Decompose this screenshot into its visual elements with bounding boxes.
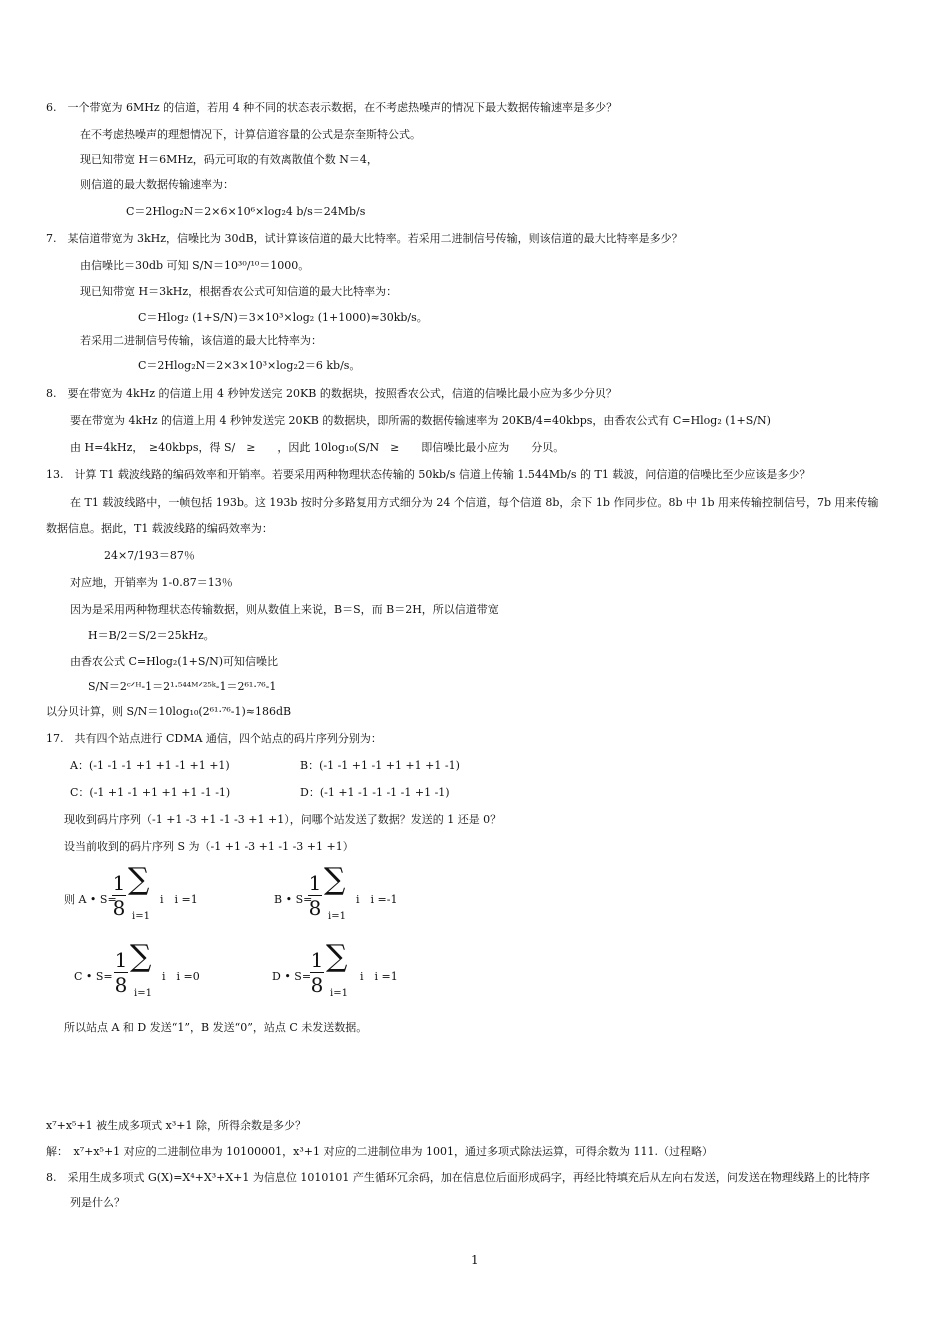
eq-b-fraction: 1 8 (308, 871, 322, 920)
q13-line-6: H＝B/2＝S/2＝25kHz。 (88, 629, 215, 642)
q13-line-8: S/N＝2ᶜᐟᴴ-1＝2¹·⁵⁴⁴ᴹᐟ²⁵ᵏ-1＝2⁶¹·⁷⁶-1 (88, 680, 277, 693)
q7-formula-1: C＝Hlog₂ (1+S/N)＝3×10³×log₂ (1+1000)≈30kb/s。 (138, 311, 428, 324)
eq-c-label: C • S= (74, 970, 113, 983)
q17-line-2: 设当前收到的码片序列 S 为（-1 +1 -3 +1 -1 -3 +1 +1） (64, 840, 354, 853)
q6-line-1: 在不考虑热噪声的理想情况下，计算信道容量的公式是奈奎斯特公式。 (80, 128, 421, 141)
eq-b-result: i i =-1 (356, 893, 398, 906)
eq-d-label: D • S= (272, 970, 312, 983)
eq-c-sigma: ∑ (130, 939, 152, 974)
q17-line-1: 现收到码片序列（-1 +1 -3 +1 -1 -3 +1 +1），问哪个站发送了数据？发送的 1 还是 0？ (64, 813, 502, 826)
q13-line-1: 在 T1 载波线路中，一帧包括 193b。这 193b 按时分多路复用方式细分为 24 个信道，每个信道 8b，余下 1b 作同步位。8b 中 1b 用来传输控制信号，7b 用来传输 (70, 496, 879, 509)
eq-a-fraction: 1 8 (112, 871, 126, 920)
q6-formula: C＝2Hlog₂N＝2×6×10⁶×log₂4 b/s＝24Mb/s (126, 205, 366, 218)
eq-d-fraction: 1 8 (310, 948, 324, 997)
q13-title: 13. 计算 T1 载波线路的编码效率和开销率。若要采用两种物理状态传输的 50kb/s 信道上传输 1.544Mb/s 的 T1 载波，问信道的信噪比至少应该是多少？ (46, 468, 811, 481)
q7-line-2: 现已知带宽 H＝3kHz，根据香农公式可知信道的最大比特率为： (80, 285, 398, 298)
eq-b-sigma: ∑ (324, 862, 346, 897)
q7-line-3: 若采用二进制信号传输，该信道的最大比特率为： (80, 334, 322, 347)
page-number: 1 (471, 1253, 479, 1267)
eq-c-index: i=1 (134, 988, 152, 999)
q17-conclusion: 所以站点 A 和 D 发送“1”，B 发送“0”，站点 C 未发送数据。 (64, 1021, 368, 1034)
q13-line-2: 数据信息。据此，T1 载波线路的编码效率为： (46, 522, 273, 535)
q7-formula-2: C＝2Hlog₂N＝2×3×10³×log₂2＝6 kb/s。 (138, 359, 361, 372)
poly-question: x⁷+x⁵+1 被生成多项式 x³+1 除，所得余数是多少？ (46, 1119, 306, 1132)
q7-line-1: 由信噪比＝30db 可知 S/N＝10³⁰/¹⁰＝1000。 (80, 259, 310, 272)
eq-d-sigma: ∑ (326, 939, 348, 974)
eq-a-sigma: ∑ (128, 862, 150, 897)
eq-a-result: i i =1 (160, 893, 198, 906)
q13-line-9: 以分贝计算，则 S/N＝10log₁₀(2⁶¹·⁷⁶-1)≈186dB (46, 705, 292, 718)
eq-d-index: i=1 (330, 988, 348, 999)
q13-line-5: 因为是采用两种物理状态传输数据，则从数值上来说，B＝S，而 B＝2H，所以信道带宽 (70, 603, 499, 616)
q17-title: 17. 共有四个站点进行 CDMA 通信，四个站点的码片序列分别为： (46, 732, 382, 745)
eq-c-fraction: 1 8 (114, 948, 128, 997)
q13-line-4: 对应地，开销率为 1-0.87＝13％ (70, 576, 233, 589)
q8-title: 8. 要在带宽为 4kHz 的信道上用 4 秒钟发送完 20KB 的数据块，按照香农公式，信道的信噪比最小应为多少分贝？ (46, 387, 617, 400)
q6-line-3: 则信道的最大数据传输速率为： (80, 178, 234, 191)
crc-question-line-1: 8. 采用生成多项式 G(X)=X⁴+X³+X+1 为信息位 1010101 产生循环冗余码，加在信息位后面形成码字，再经比特填充后从左向右发送，问发送在物理线路上的比特序 (46, 1171, 870, 1184)
eq-c-result: i i =0 (162, 970, 200, 983)
q6-title: 6. 一个带宽为 6MHz 的信道，若用 4 种不同的状态表示数据，在不考虑热噪声的情况下最大数据传输速率是多少？ (46, 101, 618, 114)
chip-seq-c: C：(-1 +1 -1 +1 +1 +1 -1 -1) (70, 786, 231, 799)
chip-seq-a: A：(-1 -1 -1 +1 +1 -1 +1 +1) (70, 759, 230, 772)
q8-line-1: 要在带宽为 4kHz 的信道上用 4 秒钟发送完 20KB 的数据块，即所需的数据传输速率为 20KB/4=40kbps，由香农公式有 C=Hlog₂ (1+S/N) (70, 414, 771, 427)
eq-b-label: B • S= (274, 893, 313, 906)
crc-question-line-2: 列是什么？ (70, 1196, 125, 1209)
eq-a-label: 则 A • S= (64, 893, 117, 906)
q8-line-2: 由 H=4kHz， ≥40kbps，得 S/ ≥ ，因此 10log₁₀(S/N ≥ 即信噪比最小应为 分贝。 (70, 441, 565, 454)
q13-line-7: 由香农公式 C=Hlog₂(1+S/N)可知信噪比 (70, 655, 278, 668)
eq-b-index: i=1 (328, 911, 346, 922)
q6-line-2: 现已知带宽 H＝6MHz，码元可取的有效离散值个数 N＝4， (80, 153, 378, 166)
q13-line-3: 24×7/193＝87％ (104, 549, 195, 562)
poly-answer: 解： x⁷+x⁵+1 对应的二进制位串为 10100001，x³+1 对应的二进制位串为 1001，通过多项式除法运算，可得余数为 111.（过程略） (46, 1145, 713, 1158)
chip-seq-b: B：(-1 -1 +1 -1 +1 +1 +1 -1) (300, 759, 460, 772)
chip-seq-d: D：(-1 +1 -1 -1 -1 -1 +1 -1) (300, 786, 450, 799)
eq-a-index: i=1 (132, 911, 150, 922)
q7-title: 7. 某信道带宽为 3kHz，信噪比为 30dB，试计算该信道的最大比特率。若采用二进制信号传输，则该信道的最大比特率是多少？ (46, 232, 683, 245)
eq-d-result: i i =1 (360, 970, 398, 983)
